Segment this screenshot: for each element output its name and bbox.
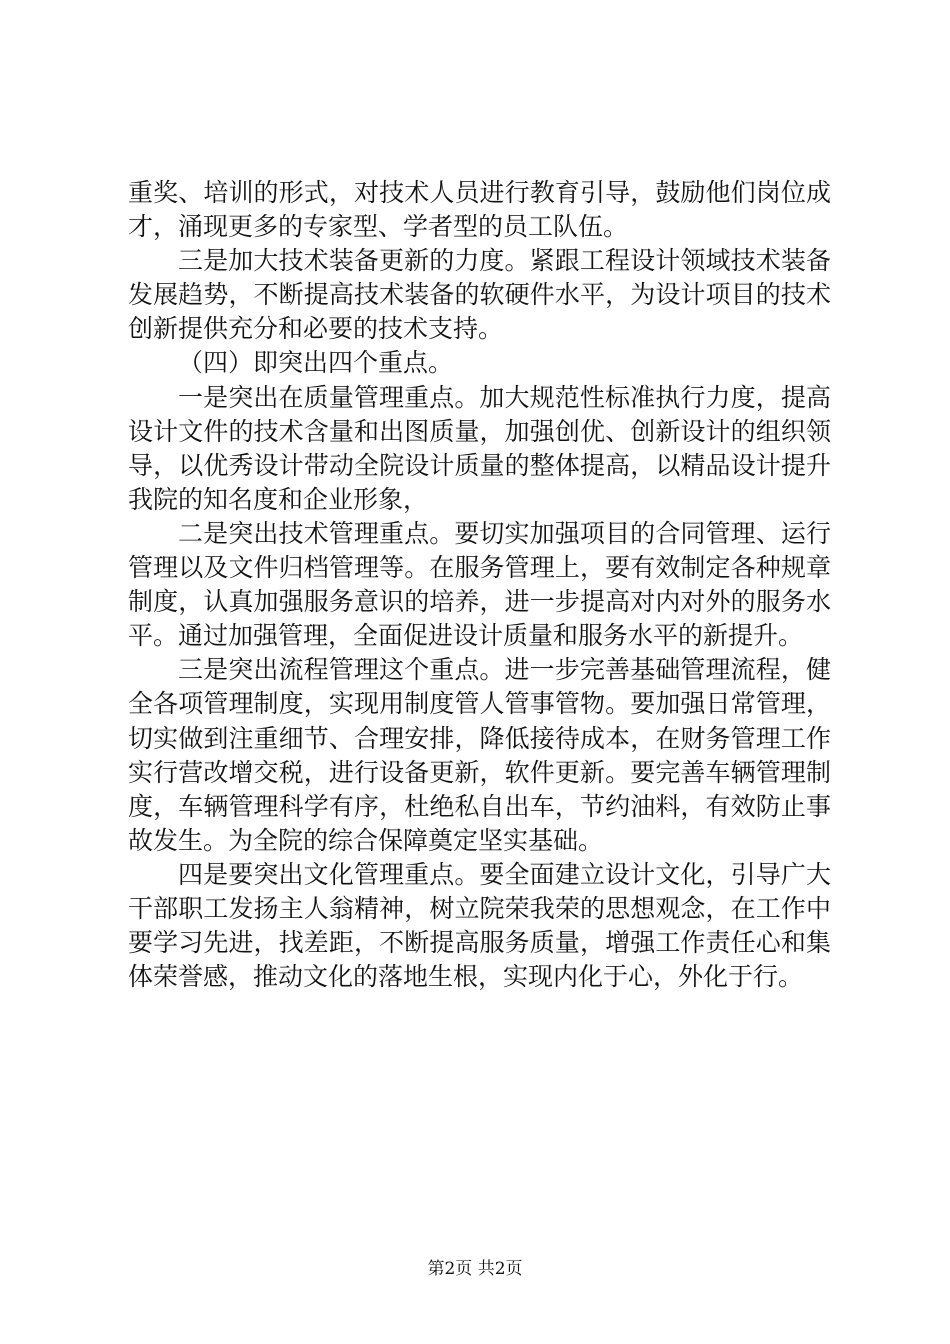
paragraph-technical-management: 二是突出技术管理重点。要切实加强项目的合同管理、运行管理以及文件归档管理等。在服务管理上，要有效制定各种规章制度，认真加强服务意识的培养，进一步提高对内对外的服务水平。通过加强管理，全面促进设计质量和服务水平的新提升。: [128, 518, 831, 651]
paragraph-culture-management: 四是要突出文化管理重点。要全面建立设计文化，引导广大干部职工发扬主人翁精神，树立院荣我荣的思想观念，在工作中要学习先进，找差距，不断提高服务质量，增强工作责任心和集体荣誉感，推动文化的落地生根，实现内化于心，外化于行。: [128, 859, 831, 992]
paragraph-continuation: 重奖、培训的形式，对技术人员进行教育引导，鼓励他们岗位成才，涌现更多的专家型、学者型的员工队伍。: [128, 178, 831, 242]
document-body: [128, 176, 831, 994]
paragraph-process-management: 三是突出流程管理这个重点。进一步完善基础管理流程，健全各项管理制度，实现用制度管人管事管物。要加强日常管理，切实做到注重细节、合理安排，降低接待成本，在财务管理工作实行营改增交税，进行设备更新，软件更新。要完善车辆管理制度，车辆管理科学有序，杜绝私自出车，节约油料，有效防止事故发生。为全院的综合保障奠定坚实基础。: [128, 655, 831, 855]
paragraph-quality-management: 一是突出在质量管理重点。加大规范性标准执行力度，提高设计文件的技术含量和出图质量，加强创优、创新设计的组织领导，以优秀设计带动全院设计质量的整体提高，以精品设计提升我院的知名度和企业形象，: [128, 382, 831, 514]
section-heading-four-focus: （四）即突出四个重点。: [178, 348, 454, 378]
paragraph-tech-equipment: 三是加大技术装备更新的力度。紧跟工程设计领域技术装备发展趋势，不断提高技术装备的软硬件水平，为设计项目的技术创新提供充分和必要的技术支持。: [128, 246, 831, 344]
page-number-footer: 第2页 共2页: [427, 1259, 523, 1279]
